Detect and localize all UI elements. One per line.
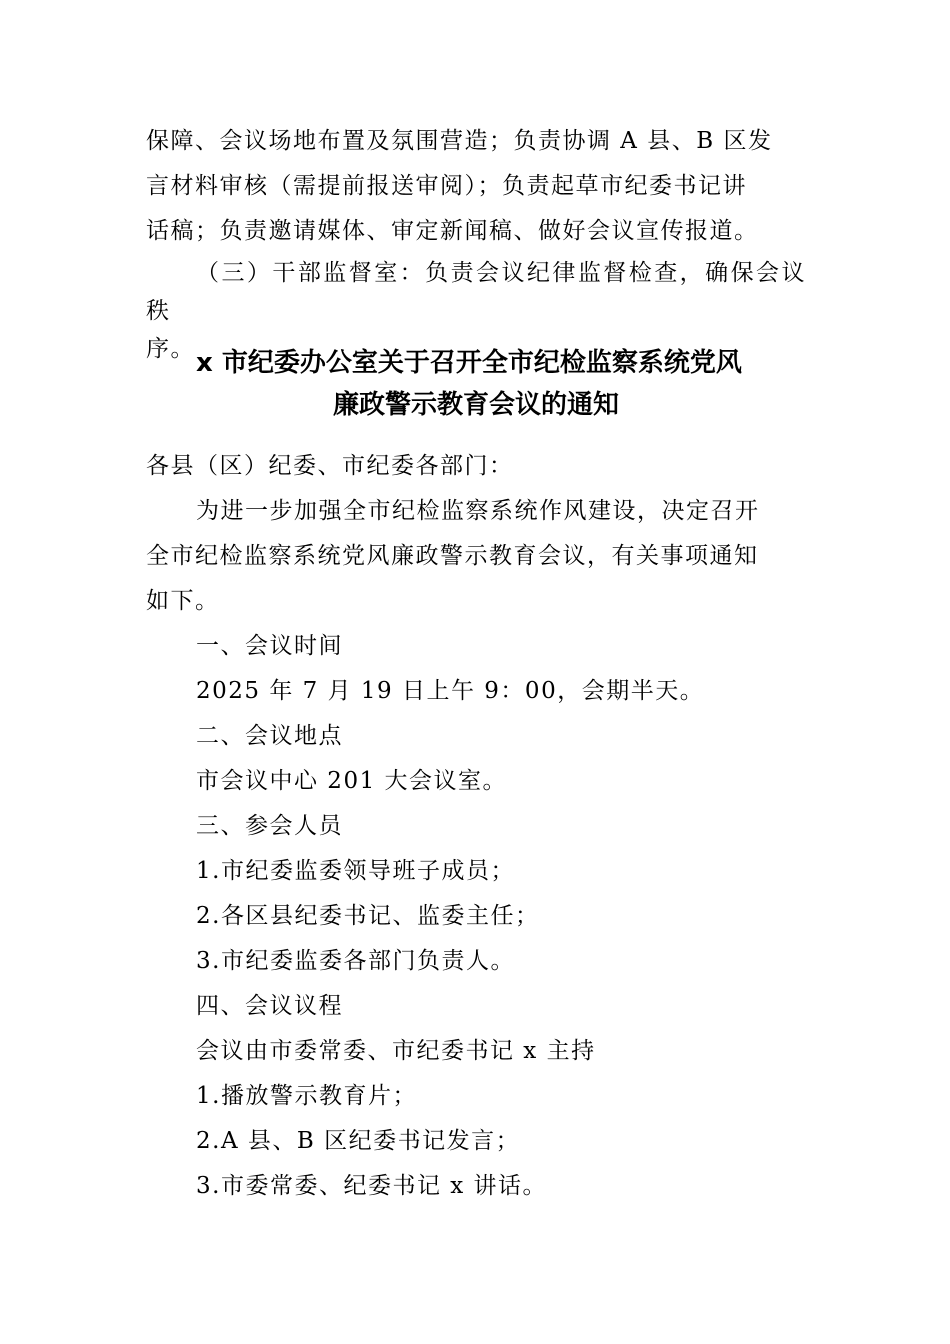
section-item: 2.各区县纪委书记、监委主任； (196, 903, 540, 929)
section-item: 3.市委常委、纪委书记 x 讲话。 (196, 1173, 548, 1199)
previous-section (146, 119, 806, 368)
intro-line: 全市纪检监察系统党风廉政警示教育会议，有关事项通知 (146, 543, 759, 569)
section-heading: 一、会议时间 (196, 633, 343, 659)
notice-body (146, 444, 806, 1209)
section-item: 2025 年 7 月 19 日上午 9：00，会期半天。 (196, 678, 705, 704)
intro-line: 如下。 (146, 588, 220, 614)
title-line: x 市纪委办公室关于召开全市纪检监察系统党风 (196, 348, 742, 378)
section-item: 2.A 县、B 区纪委书记发言； (196, 1128, 521, 1154)
intro-line: 为进一步加强全市纪检监察系统作风建设，决定召开 (196, 498, 760, 524)
section-item: 市会议中心 201 大会议室。 (196, 768, 508, 794)
paragraph-line: 保障、会议场地布置及氛围营造；负责协调 A 县、B 区发 (146, 128, 773, 154)
section-heading: 三、参会人员 (196, 813, 343, 839)
salutation: 各县（区）纪委、市纪委各部门： (146, 453, 514, 479)
notice-title (146, 342, 806, 426)
paragraph-line: 话稿；负责邀请媒体、审定新闻稿、做好会议宣传报道。 (146, 218, 759, 244)
paragraph-line: 序。 (146, 336, 195, 362)
section-item: 3.市纪委监委各部门负责人。 (196, 948, 515, 974)
section-item: 1.播放警示教育片； (196, 1083, 417, 1109)
section-heading: 二、会议地点 (196, 723, 343, 749)
title-line: 廉政警示教育会议的通知 (332, 390, 619, 420)
paragraph-line: （三）干部监督室：负责会议纪律监督检查，确保会议秩 (146, 260, 806, 324)
paragraph-line: 言材料审核（需提前报送审阅）；负责起草市纪委书记讲 (146, 173, 747, 199)
section-heading: 四、会议议程 (196, 993, 343, 1019)
section-item: 会议由市委常委、市纪委书记 x 主持 (196, 1038, 596, 1064)
section-item: 1.市纪委监委领导班子成员； (196, 858, 515, 884)
